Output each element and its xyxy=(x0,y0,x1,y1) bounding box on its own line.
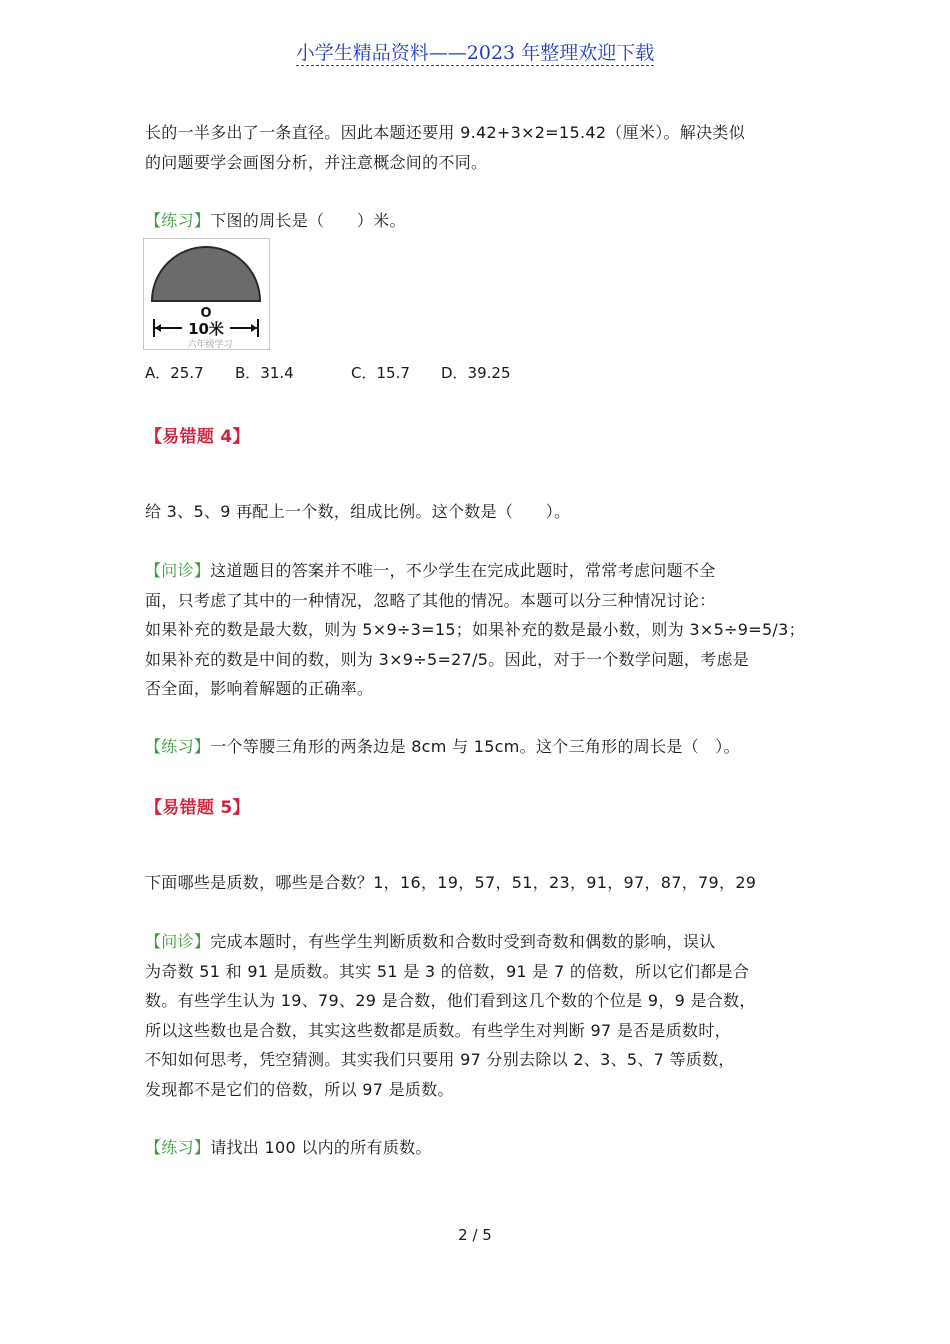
page-number: 2 / 5 xyxy=(458,1226,492,1244)
option-a: A．25.7 xyxy=(145,364,204,382)
diagnosis-line: 这道题目的答案并不唯一，不少学生在完成此题时，常常考虑问题不全 xyxy=(210,561,716,580)
practice-text: 下图的周长是（ ）米。 xyxy=(210,211,406,230)
diagnosis-tag: 【问诊】 xyxy=(145,932,211,951)
option-d: D．39.25 xyxy=(441,364,511,382)
option-b: B．31.4 xyxy=(235,364,294,382)
option-c: C．15.7 xyxy=(351,364,410,382)
q5-diagnosis xyxy=(145,927,810,1104)
practice-tag: 【练习】 xyxy=(145,1138,211,1157)
header-title: 小学生精品资料——2023 年整理欢迎下载 xyxy=(295,42,655,64)
intro-paragraph xyxy=(145,118,810,177)
q4-diagnosis xyxy=(145,556,810,704)
q5-practice xyxy=(145,1133,810,1163)
q4-question: 给 3、5、9 再配上一个数，组成比例。这个数是（ ）。 xyxy=(145,502,571,521)
diagnosis-line: 为奇数 51 和 91 是质数。其实 51 是 3 的倍数，91 是 7 的倍数，所以它们都是合 xyxy=(145,961,750,981)
diagnosis-line: 数。有些学生认为 19、79、29 是合数，他们看到这几个数的个位是 9，9 是合数， xyxy=(145,991,756,1010)
practice-1 xyxy=(145,206,810,236)
semicircle-figure xyxy=(143,238,270,350)
diagnosis-line: 否全面，影响着解题的正确率。 xyxy=(145,679,374,698)
watermark: 六年级学习 xyxy=(187,340,233,349)
semicircle-shape xyxy=(152,247,260,301)
diagnosis-tag: 【问诊】 xyxy=(145,561,211,580)
intro-line: 的问题要学会画图分析，并注意概念间的不同。 xyxy=(145,152,488,172)
intro-line: 长的一半多出了一条直径。因此本题还要用 9.42+3×2=15.42（厘米）。解决类似 xyxy=(145,123,745,142)
practice-text: 一个等腰三角形的两条边是 8cm 与 15cm。这个三角形的周长是（ ）。 xyxy=(210,737,740,756)
diagnosis-line: 如果补充的数是中间的数，则为 3×9÷5=27/5。因此，对于一个数学问题，考虑是 xyxy=(145,649,750,669)
q5-title: 【易错题 5】 xyxy=(145,798,250,818)
practice-tag: 【练习】 xyxy=(145,211,211,230)
diagnosis-line: 所以这些数也是合数，其实这些数都是质数。有些学生对判断 97 是否是质数时， xyxy=(145,1020,731,1040)
page-header xyxy=(0,38,950,65)
arrow-left-icon xyxy=(155,324,161,332)
q4-practice xyxy=(145,732,810,762)
q4-title: 【易错题 4】 xyxy=(145,427,250,447)
practice-tag: 【练习】 xyxy=(145,737,211,756)
dimension-label: 10米 xyxy=(188,320,224,338)
diagnosis-line: 不知如何思考，凭空猜测。其实我们只要用 97 分别去除以 2、3、5、7 等质数， xyxy=(145,1050,735,1069)
practice-text: 请找出 100 以内的所有质数。 xyxy=(210,1138,432,1157)
diagnosis-line: 如果补充的数是最大数，则为 5×9÷3=15；如果补充的数是最小数，则为 3×5÷9=5/3； xyxy=(145,620,805,639)
center-label: O xyxy=(200,306,212,321)
arrow-right-icon xyxy=(251,324,257,332)
diagnosis-line: 发现都不是它们的倍数，所以 97 是质数。 xyxy=(145,1079,454,1099)
diagnosis-line: 完成本题时，有些学生判断质数和合数时受到奇数和偶数的影响，误认 xyxy=(210,932,716,951)
q5-question: 下面哪些是质数，哪些是合数？1，16，19，57，51，23，91，97，87，79，29 xyxy=(145,873,757,892)
semicircle-diagram xyxy=(144,239,269,349)
diagnosis-line: 面，只考虑了其中的一种情况，忽略了其他的情况。本题可以分三种情况讨论： xyxy=(145,590,716,610)
